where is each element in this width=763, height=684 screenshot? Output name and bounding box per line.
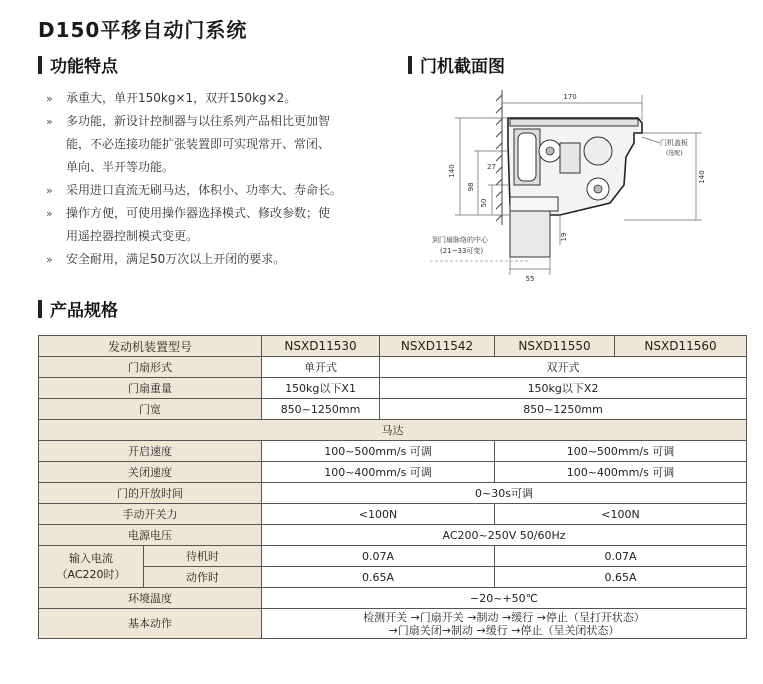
table-row: [39, 441, 747, 462]
roller: [518, 133, 536, 181]
dim-50-label: 50: [480, 198, 488, 208]
cover-leader: [642, 137, 660, 143]
rail: [510, 119, 638, 126]
gear: [560, 143, 580, 173]
row-label: 环境温度: [39, 588, 262, 609]
cover-label: 门机盖板: [660, 139, 688, 147]
door-hanger: [510, 209, 550, 257]
dim-19-label: 19: [560, 232, 568, 242]
cell-single: 850~1250mm: [262, 399, 380, 420]
pulley-hub: [546, 147, 554, 155]
diagram-heading-text: 门机截面图: [420, 57, 505, 77]
row-label: 马达: [39, 420, 747, 441]
action-line-2: →门扇关闭→制动 →缓行 →停止（呈关闭状态）: [388, 623, 620, 637]
feature-item-continuation: 用遥控器控制模式变更。: [66, 229, 199, 243]
features-section-heading: [38, 52, 118, 77]
cell-single: 0.07A: [262, 546, 495, 567]
table-row: [39, 336, 747, 357]
cell-single: <100N: [262, 504, 495, 525]
cell-double: <100N: [495, 504, 747, 525]
dim-left-outer-label: 140: [448, 164, 456, 178]
cell-value: [262, 609, 747, 639]
model-cell: NSXD11560: [615, 336, 747, 357]
cell-double: 850~1250mm: [380, 399, 747, 420]
bullet-icon: »: [46, 184, 53, 197]
table-row: [39, 504, 747, 525]
table-row: [39, 399, 747, 420]
table-row: [39, 588, 747, 609]
row-label: 电源电压: [39, 525, 262, 546]
spec-section-heading: [38, 296, 118, 321]
cell-value: AC200~250V 50/60Hz: [262, 525, 747, 546]
cell-double: 双开式: [380, 357, 747, 378]
section-bar: [38, 56, 42, 74]
door-hanger-bracket: [510, 197, 558, 211]
feature-item: » 多功能，新设计控制器与以往系列产品相比更加智: [46, 110, 376, 133]
section-bar: [38, 300, 42, 318]
spec-table: [38, 335, 747, 639]
diagram-section-heading: [408, 52, 505, 77]
table-row: [39, 420, 747, 441]
table-row: [39, 525, 747, 546]
wall: [496, 90, 502, 225]
cell-double: 100~500mm/s 可调: [495, 441, 747, 462]
model-cell: NSXD11542: [380, 336, 495, 357]
row-label: 动作时: [144, 567, 262, 588]
dim-bottom-label: 55: [525, 275, 535, 283]
cell-single: 100~400mm/s 可调: [262, 462, 495, 483]
section-bar: [408, 56, 412, 74]
row-label: 门扇重量: [39, 378, 262, 399]
feature-item: » 承重大，单开150kg×1，双开150kg×2。: [46, 87, 376, 110]
table-row: [39, 483, 747, 504]
cover-note: (选配): [666, 150, 683, 157]
cell-single: 100~500mm/s 可调: [262, 441, 495, 462]
table-row: [39, 357, 747, 378]
bullet-icon: »: [46, 115, 53, 128]
cell-value: 0~30s可调: [262, 483, 747, 504]
model-label: 发动机装置型号: [39, 336, 262, 357]
model-cell: NSXD11530: [262, 336, 380, 357]
page-title: D150平移自动门系统: [38, 18, 248, 42]
table-row: [39, 462, 747, 483]
cell-double: 150kg以下X2: [380, 378, 747, 399]
center-range: (21~33可变): [440, 247, 484, 255]
table-row: [39, 378, 747, 399]
action-line-1: 检测开关 →门扇开关 →制动 →缓行 →停止（呈打开状态）: [363, 610, 645, 624]
table-row: [39, 609, 747, 639]
row-label: 开启速度: [39, 441, 262, 462]
table-row: [39, 567, 747, 588]
feature-item: » 安全耐用，满足50万次以上开闭的要求。: [46, 248, 376, 271]
cell-double: 0.07A: [495, 546, 747, 567]
row-label: 手动开关力: [39, 504, 262, 525]
dim-top-label: 170: [563, 93, 577, 101]
spec-heading-text: 产品规格: [50, 301, 118, 321]
bullet-icon: »: [46, 253, 53, 266]
row-label: 门宽: [39, 399, 262, 420]
features-heading-text: 功能特点: [50, 57, 118, 77]
cell-double: 100~400mm/s 可调: [495, 462, 747, 483]
bullet-icon: »: [46, 207, 53, 220]
model-cell: NSXD11550: [495, 336, 615, 357]
row-label: 基本动作: [39, 609, 262, 639]
feature-item: » 采用进口直流无刷马达，体积小、功率大、寿命长。: [46, 179, 376, 202]
cell-value: −20~+50℃: [262, 588, 747, 609]
bullet-icon: »: [46, 92, 53, 105]
motor-pulley-hub: [594, 185, 602, 193]
cell-single: 150kg以下X1: [262, 378, 380, 399]
table-row: [39, 546, 747, 567]
feature-item-continuation: 单向、半开等功能。: [66, 160, 175, 174]
dim-bottom-lines: [510, 257, 550, 275]
door-operator-cross-section-diagram: [410, 85, 730, 285]
center-label: 到门扇脉络的中心: [432, 236, 488, 244]
row-label: 关闭速度: [39, 462, 262, 483]
feature-item-continuation: 能，不必连接功能扩张装置即可实现常开、常闭、: [66, 137, 331, 151]
feature-item: » 操作方便，可使用操作器选择模式、修改参数；使: [46, 202, 376, 225]
dim-right-label: 140: [698, 170, 706, 184]
features-list: [46, 87, 376, 271]
cell-single: 0.65A: [262, 567, 495, 588]
row-label: 门的开放时间: [39, 483, 262, 504]
row-label: 门扇形式: [39, 357, 262, 378]
cell-single: 单开式: [262, 357, 380, 378]
dim-27-label: 27: [487, 163, 496, 171]
cell-double: 0.65A: [495, 567, 747, 588]
row-label: 待机时: [144, 546, 262, 567]
input-current-label: 输入电流 （AC220时）: [39, 546, 144, 588]
dim-left-inner-label: 98: [467, 182, 475, 192]
motor-gear: [584, 137, 612, 165]
